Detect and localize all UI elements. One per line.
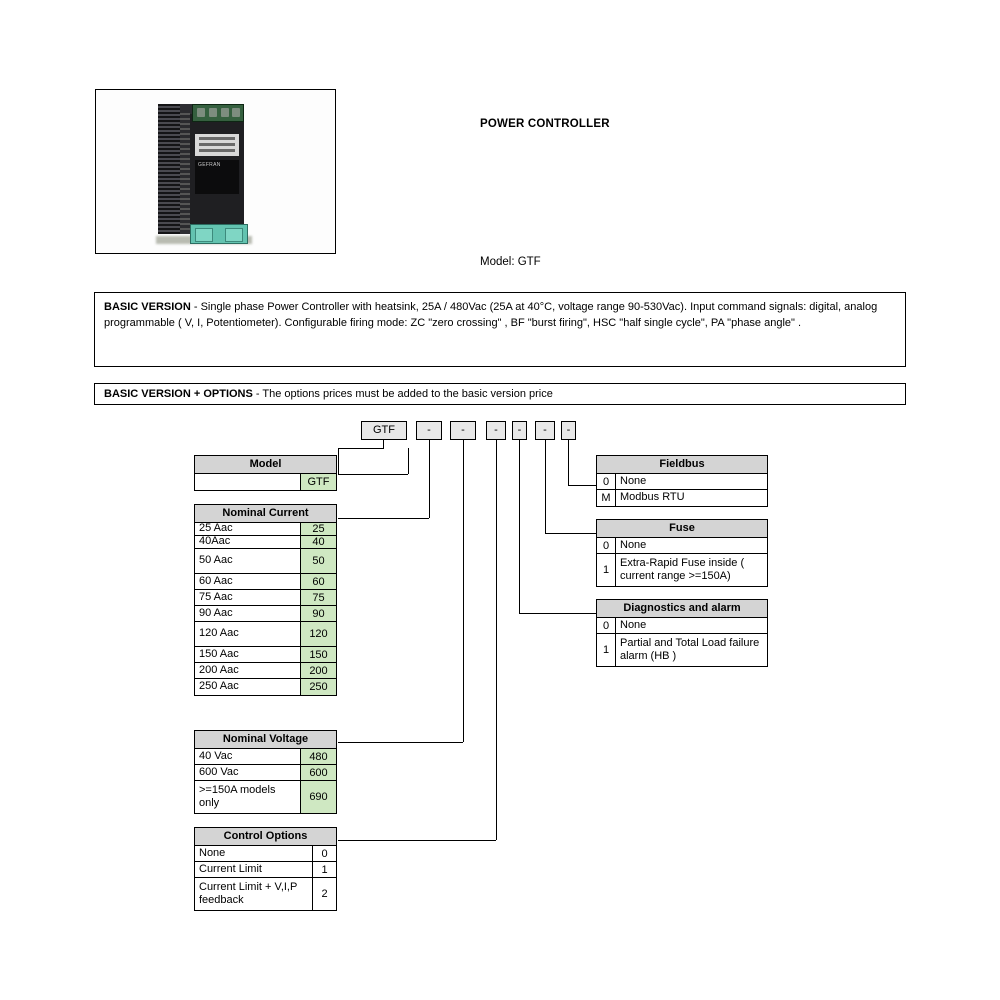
options-version-label: BASIC VERSION + OPTIONS <box>104 388 253 400</box>
connector <box>383 440 384 448</box>
row-label: Current Limit + V,I,P feedback <box>199 880 298 906</box>
table-fieldbus-title: Fieldbus <box>597 456 767 474</box>
row-label: 25 Aac <box>199 522 233 535</box>
connector <box>568 440 569 485</box>
connector <box>545 533 596 534</box>
connector <box>338 448 339 474</box>
row-label: Partial and Total Load failure alarm (HB ) <box>620 636 760 662</box>
terminal-screw <box>197 108 205 117</box>
table-nominal-current <box>194 504 337 696</box>
device-bottom-terminal <box>190 224 248 244</box>
table-row <box>195 622 336 647</box>
options-version-text: - The options prices must be added to the basic version price <box>252 388 553 400</box>
row-code: 250 <box>300 679 336 695</box>
table-row <box>597 474 767 490</box>
table-nominal-voltage-title: Nominal Voltage <box>195 731 336 749</box>
row-code: 1 <box>597 554 616 586</box>
table-row <box>597 618 767 634</box>
row-label: 250 Aac <box>199 680 239 693</box>
row-label: 600 Vac <box>199 765 239 778</box>
row-code: 0 <box>597 618 616 633</box>
row-label: Modbus RTU <box>620 491 685 504</box>
row-code: 1 <box>597 634 616 666</box>
row-label: 75 Aac <box>199 590 233 603</box>
row-code: 25 <box>300 523 336 535</box>
row-label: None <box>620 538 647 551</box>
connector <box>545 440 546 533</box>
connector <box>496 440 497 840</box>
table-control-options-title: Control Options <box>195 828 336 846</box>
row-code: 690 <box>300 781 336 813</box>
code-cell-control: - <box>486 421 506 440</box>
table-row <box>195 523 336 536</box>
table-row <box>195 765 336 781</box>
options-version-box <box>94 383 906 405</box>
code-cell-fuse: - <box>535 421 555 440</box>
label-line <box>199 137 235 140</box>
table-control-options <box>194 827 337 911</box>
row-code: 120 <box>300 622 336 646</box>
row-code: 0 <box>597 538 616 553</box>
device-top-terminal <box>192 104 244 122</box>
table-row <box>195 536 336 549</box>
table-row <box>195 781 336 813</box>
table-row <box>195 474 336 490</box>
row-label: 60 Aac <box>199 574 233 587</box>
row-code: 480 <box>300 749 336 764</box>
row-label: 120 Aac <box>199 627 239 640</box>
table-row <box>195 679 336 695</box>
row-label: >=150A models only <box>199 783 276 809</box>
terminal-screw <box>221 108 229 117</box>
device-heatsink-secondary <box>180 110 190 230</box>
table-row <box>195 862 336 878</box>
connector <box>338 448 384 449</box>
row-label: 40 Vac <box>199 749 233 762</box>
table-row <box>597 554 767 586</box>
terminal-pad <box>225 228 243 242</box>
label-line <box>199 149 235 152</box>
terminal-screw <box>232 108 240 117</box>
label-line <box>199 143 235 146</box>
terminal-pad <box>195 228 213 242</box>
code-cell-model: GTF <box>361 421 407 440</box>
table-row <box>195 749 336 765</box>
row-label: None <box>199 846 226 859</box>
basic-version-box <box>94 292 906 367</box>
model-caption: Model: GTF <box>480 256 541 268</box>
row-code: 200 <box>300 663 336 678</box>
row-code: 50 <box>300 549 336 573</box>
row-label: Extra-Rapid Fuse inside ( current range >=150A) <box>620 556 745 582</box>
table-row <box>597 538 767 554</box>
table-fuse <box>596 519 768 587</box>
table-row <box>195 846 336 862</box>
table-row <box>195 647 336 663</box>
table-fuse-title: Fuse <box>597 520 767 538</box>
table-diagnostics <box>596 599 768 667</box>
row-code: 0 <box>312 846 336 861</box>
connector <box>429 440 430 518</box>
table-model <box>194 455 337 491</box>
table-row <box>195 663 336 679</box>
code-cell-fieldbus: - <box>561 421 576 440</box>
row-label: 200 Aac <box>199 663 239 676</box>
device-label <box>195 134 239 156</box>
connector <box>519 440 520 613</box>
table-nominal-voltage <box>194 730 337 814</box>
row-code: 2 <box>312 878 336 910</box>
connector <box>463 440 464 742</box>
row-code: 600 <box>300 765 336 780</box>
row-label: Current Limit <box>199 862 262 875</box>
row-label: 50 Aac <box>199 554 233 567</box>
device-brand-plate <box>195 160 239 194</box>
table-row <box>195 878 336 910</box>
row-label: 150 Aac <box>199 647 239 660</box>
table-row <box>195 549 336 574</box>
row-label: None <box>620 618 647 631</box>
table-row <box>597 634 767 666</box>
table-nominal-current-title: Nominal Current <box>195 505 336 523</box>
page-title: POWER CONTROLLER <box>480 118 610 130</box>
basic-version-label: BASIC VERSION <box>104 301 191 313</box>
product-photo <box>95 89 336 254</box>
connector <box>338 474 408 475</box>
table-row <box>195 606 336 622</box>
basic-version-text: - Single phase Power Controller with heatsink, 25A / 480Vac (25A at 40°C, voltage range 90-530Vac). Input command signals: digital, analog programmable ( V, I, Potentiometer). Configurable firing mode: ZC "zero crossing" , BF "burst firing", HSC "half single cycle", PA "phase angle" . <box>104 301 878 329</box>
device-heatsink-icon <box>158 104 180 234</box>
code-cell-voltage: - <box>450 421 476 440</box>
connector <box>568 485 596 486</box>
table-row <box>195 590 336 606</box>
connector <box>338 840 496 841</box>
row-label: 90 Aac <box>199 606 233 619</box>
row-code: 1 <box>312 862 336 877</box>
code-cell-current: - <box>416 421 442 440</box>
row-code: 75 <box>300 590 336 605</box>
row-code: 90 <box>300 606 336 621</box>
table-row <box>597 490 767 506</box>
row-label: None <box>620 474 647 487</box>
row-code: 0 <box>597 474 616 489</box>
row-code: 150 <box>300 647 336 662</box>
device-brand-text: GEFRAN <box>198 162 221 168</box>
table-diagnostics-title: Diagnostics and alarm <box>597 600 767 618</box>
row-label <box>195 474 300 490</box>
connector <box>338 742 463 743</box>
device-illustration <box>96 90 335 253</box>
table-fieldbus <box>596 455 768 507</box>
table-row <box>195 574 336 590</box>
row-label: 40Aac <box>199 535 231 548</box>
table-model-title: Model <box>195 456 336 474</box>
row-code: 40 <box>300 536 336 548</box>
row-code: M <box>597 490 616 506</box>
connector <box>408 448 409 474</box>
code-cell-diagnostics: - <box>512 421 527 440</box>
row-code: GTF <box>300 474 336 490</box>
row-code: 60 <box>300 574 336 589</box>
terminal-screw <box>209 108 217 117</box>
connector <box>519 613 596 614</box>
connector <box>338 518 429 519</box>
